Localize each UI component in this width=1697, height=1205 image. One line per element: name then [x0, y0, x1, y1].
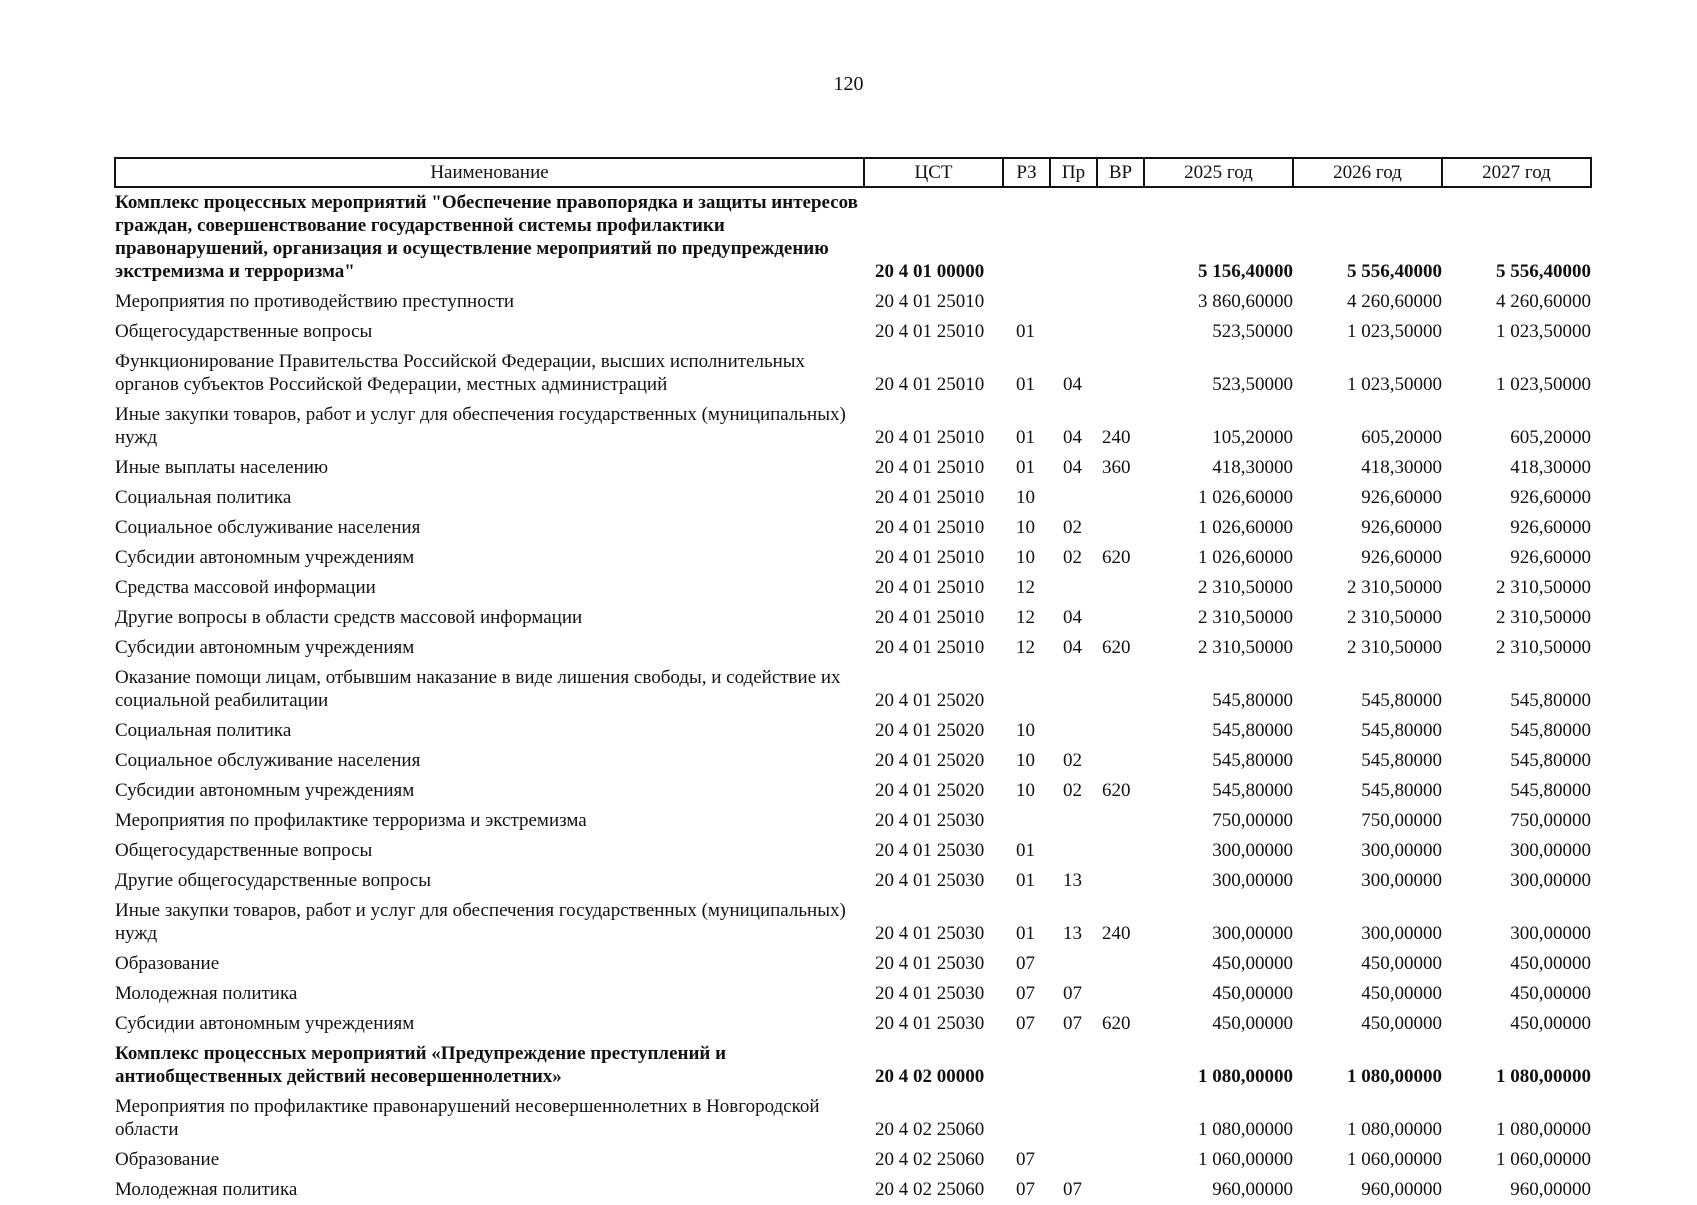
cell-pr: 04 [1063, 607, 1082, 628]
cell-vr: 620 [1102, 780, 1131, 801]
cell-2027: 1 060,00000 [1496, 1149, 1591, 1170]
cell-rz: 07 [1016, 983, 1035, 1004]
header-name: Наименование [115, 158, 864, 187]
cell-name: Общегосударственные вопросы [115, 840, 373, 861]
cell-2026: 4 260,60000 [1347, 291, 1442, 312]
cell-2025: 300,00000 [1212, 840, 1293, 861]
cell-name: Функционирование Правительства Российской Федерации, высших исполнительных органов субъектов Российской Федерации, местных администраций [115, 351, 806, 395]
table-row [115, 979, 1591, 1009]
cell-cst: 20 4 01 25010 [875, 577, 985, 598]
cell-2026: 450,00000 [1361, 983, 1442, 1004]
cell-vr [1097, 287, 1144, 317]
cell-2025: 105,20000 [1212, 427, 1293, 448]
cell-rz [1003, 663, 1050, 716]
cell-2027: 926,60000 [1510, 487, 1591, 508]
cell-vr [1097, 187, 1144, 287]
table-row [115, 866, 1591, 896]
table-row [115, 663, 1591, 716]
cell-vr: 620 [1102, 637, 1131, 658]
cell-rz [1003, 806, 1050, 836]
cell-cst: 20 4 01 25030 [875, 1013, 985, 1034]
header-row [115, 158, 1591, 187]
cell-2026: 1 080,00000 [1347, 1119, 1442, 1140]
cell-cst: 20 4 01 25010 [875, 427, 985, 448]
cell-pr [1050, 287, 1097, 317]
cell-cst: 20 4 02 00000 [875, 1066, 985, 1087]
cell-vr [1097, 483, 1144, 513]
table-row [115, 633, 1591, 663]
table-header [115, 158, 1591, 187]
cell-rz: 10 [1016, 750, 1035, 771]
cell-name: Комплекс процессных мероприятий "Обеспечение правопорядка и защиты интересов граждан, совершенствование государственной системы профилактики правонарушений, организация и осуществление мероприятий по предупреждению экстремизма и терроризма" [115, 192, 858, 282]
table-row [115, 746, 1591, 776]
cell-rz [1003, 1039, 1050, 1092]
cell-2025: 2 310,50000 [1198, 607, 1293, 628]
table-row [115, 483, 1591, 513]
cell-2027: 545,80000 [1510, 720, 1591, 741]
table-row [115, 836, 1591, 866]
cell-name: Социальное обслуживание населения [115, 517, 421, 538]
cell-2025: 523,50000 [1212, 321, 1293, 342]
cell-pr: 04 [1063, 457, 1082, 478]
table-row [115, 543, 1591, 573]
cell-2025: 450,00000 [1212, 953, 1293, 974]
cell-cst: 20 4 01 25010 [875, 637, 985, 658]
table-row [115, 896, 1591, 949]
cell-2027: 1 023,50000 [1496, 374, 1591, 395]
cell-vr [1097, 979, 1144, 1009]
cell-2026: 300,00000 [1361, 870, 1442, 891]
table-row [115, 776, 1591, 806]
cell-vr [1097, 603, 1144, 633]
cell-2026: 960,00000 [1361, 1179, 1442, 1200]
cell-2026: 926,60000 [1361, 517, 1442, 538]
cell-vr: 620 [1102, 1013, 1131, 1034]
cell-pr [1050, 836, 1097, 866]
cell-2025: 1 080,00000 [1198, 1119, 1293, 1140]
cell-cst: 20 4 01 25010 [875, 321, 985, 342]
cell-vr [1097, 1145, 1144, 1175]
cell-cst: 20 4 01 25010 [875, 374, 985, 395]
cell-2026: 2 310,50000 [1347, 637, 1442, 658]
table-body [115, 187, 1591, 1205]
table-row [115, 949, 1591, 979]
cell-name: Мероприятия по профилактике правонарушений несовершеннолетних в Новгородской области [115, 1096, 820, 1140]
cell-vr [1097, 347, 1144, 400]
cell-rz [1003, 1092, 1050, 1145]
cell-2027: 300,00000 [1510, 923, 1591, 944]
cell-rz: 07 [1016, 953, 1035, 974]
cell-vr [1097, 317, 1144, 347]
cell-2025: 2 310,50000 [1198, 637, 1293, 658]
cell-cst: 20 4 01 25020 [875, 750, 985, 771]
cell-vr [1097, 806, 1144, 836]
cell-pr [1050, 1145, 1097, 1175]
cell-vr [1097, 866, 1144, 896]
cell-pr: 02 [1063, 750, 1082, 771]
cell-pr: 13 [1063, 923, 1082, 944]
cell-2025: 1 026,60000 [1198, 517, 1293, 538]
cell-name: Общегосударственные вопросы [115, 321, 373, 342]
cell-2026: 545,80000 [1361, 690, 1442, 711]
cell-pr: 07 [1063, 983, 1082, 1004]
cell-2026: 450,00000 [1361, 1013, 1442, 1034]
cell-2027: 4 260,60000 [1496, 291, 1591, 312]
cell-cst: 20 4 01 25010 [875, 457, 985, 478]
cell-name: Субсидии автономным учреждениям [115, 637, 415, 658]
cell-2026: 545,80000 [1361, 780, 1442, 801]
cell-vr [1097, 746, 1144, 776]
cell-name: Мероприятия по противодействию преступности [115, 291, 515, 312]
cell-rz: 07 [1016, 1013, 1035, 1034]
cell-2025: 1 080,00000 [1198, 1066, 1293, 1087]
cell-pr: 07 [1063, 1013, 1082, 1034]
cell-vr: 240 [1102, 923, 1131, 944]
cell-name: Другие вопросы в области средств массовой информации [115, 607, 583, 628]
cell-cst: 20 4 01 25020 [875, 690, 985, 711]
cell-rz: 10 [1016, 487, 1035, 508]
cell-2027: 2 310,50000 [1496, 607, 1591, 628]
cell-2027: 5 556,40000 [1496, 261, 1591, 282]
cell-name: Молодежная политика [115, 1179, 298, 1200]
cell-2025: 545,80000 [1212, 780, 1293, 801]
cell-rz: 10 [1016, 780, 1035, 801]
cell-name: Молодежная политика [115, 983, 298, 1004]
page-number: 120 [833, 73, 864, 95]
budget-table [114, 157, 1592, 1205]
header-2026: 2026 год [1293, 158, 1442, 187]
cell-name: Социальная политика [115, 487, 292, 508]
cell-pr [1050, 663, 1097, 716]
cell-2026: 1 023,50000 [1347, 321, 1442, 342]
cell-name: Комплекс процессных мероприятий «Предупреждение преступлений и антиобщественных действий несовершеннолетних» [115, 1043, 727, 1087]
cell-2025: 1 060,00000 [1198, 1149, 1293, 1170]
cell-2025: 1 026,60000 [1198, 487, 1293, 508]
cell-2025: 450,00000 [1212, 983, 1293, 1004]
cell-2025: 300,00000 [1212, 870, 1293, 891]
cell-name: Образование [115, 1149, 220, 1170]
cell-name: Социальная политика [115, 720, 292, 741]
cell-2027: 545,80000 [1510, 780, 1591, 801]
cell-2027: 300,00000 [1510, 870, 1591, 891]
cell-pr [1050, 806, 1097, 836]
cell-pr [1050, 716, 1097, 746]
table-row [115, 400, 1591, 453]
header-vr: ВР [1097, 158, 1144, 187]
cell-vr [1097, 949, 1144, 979]
cell-2026: 545,80000 [1361, 750, 1442, 771]
cell-rz: 12 [1016, 607, 1035, 628]
cell-pr [1050, 483, 1097, 513]
cell-rz: 12 [1016, 577, 1035, 598]
table-row [115, 287, 1591, 317]
cell-vr: 240 [1102, 427, 1131, 448]
cell-cst: 20 4 02 25060 [875, 1179, 985, 1200]
cell-2027: 545,80000 [1510, 690, 1591, 711]
cell-pr [1050, 949, 1097, 979]
cell-pr: 13 [1063, 870, 1082, 891]
cell-vr [1097, 1175, 1144, 1205]
cell-name: Мероприятия по профилактике терроризма и экстремизма [115, 810, 587, 831]
cell-pr [1050, 573, 1097, 603]
cell-pr: 02 [1063, 780, 1082, 801]
cell-vr: 360 [1102, 457, 1131, 478]
cell-name: Средства массовой информации [115, 577, 376, 598]
table-row [115, 317, 1591, 347]
cell-cst: 20 4 01 00000 [875, 261, 985, 282]
cell-rz: 12 [1016, 637, 1035, 658]
cell-name: Социальное обслуживание населения [115, 750, 421, 771]
cell-vr [1097, 573, 1144, 603]
cell-rz: 01 [1016, 427, 1035, 448]
table-row [115, 806, 1591, 836]
header-rz: РЗ [1003, 158, 1050, 187]
table-row [115, 603, 1591, 633]
table-row [115, 1092, 1591, 1145]
cell-name: Оказание помощи лицам, отбывшим наказание в виде лишения свободы, и содействие их социальной реабилитации [115, 667, 841, 711]
cell-rz [1003, 187, 1050, 287]
cell-2027: 960,00000 [1510, 1179, 1591, 1200]
table-row [115, 1039, 1591, 1092]
cell-2027: 2 310,50000 [1496, 637, 1591, 658]
cell-cst: 20 4 01 25030 [875, 810, 985, 831]
cell-name: Субсидии автономным учреждениям [115, 1013, 415, 1034]
cell-cst: 20 4 01 25030 [875, 840, 985, 861]
cell-2025: 523,50000 [1212, 374, 1293, 395]
cell-2027: 450,00000 [1510, 983, 1591, 1004]
cell-cst: 20 4 01 25030 [875, 953, 985, 974]
cell-cst: 20 4 01 25010 [875, 547, 985, 568]
cell-2027: 926,60000 [1510, 547, 1591, 568]
cell-2026: 926,60000 [1361, 547, 1442, 568]
cell-2026: 1 023,50000 [1347, 374, 1442, 395]
cell-2025: 300,00000 [1212, 923, 1293, 944]
cell-pr: 04 [1063, 637, 1082, 658]
table-row [115, 347, 1591, 400]
cell-vr [1097, 1092, 1144, 1145]
cell-2025: 2 310,50000 [1198, 577, 1293, 598]
cell-cst: 20 4 01 25010 [875, 291, 985, 312]
header-pr: Пр [1050, 158, 1097, 187]
cell-pr: 04 [1063, 427, 1082, 448]
table-row [115, 1145, 1591, 1175]
cell-2027: 2 310,50000 [1496, 577, 1591, 598]
cell-2026: 2 310,50000 [1347, 577, 1442, 598]
cell-pr: 04 [1063, 374, 1082, 395]
cell-name: Другие общегосударственные вопросы [115, 870, 431, 891]
table-row [115, 513, 1591, 543]
cell-2026: 926,60000 [1361, 487, 1442, 508]
header-2025: 2025 год [1144, 158, 1293, 187]
cell-2027: 450,00000 [1510, 953, 1591, 974]
cell-2027: 300,00000 [1510, 840, 1591, 861]
cell-rz: 01 [1016, 321, 1035, 342]
cell-vr [1097, 1039, 1144, 1092]
cell-cst: 20 4 02 25060 [875, 1149, 985, 1170]
cell-2027: 418,30000 [1510, 457, 1591, 478]
cell-2026: 605,20000 [1361, 427, 1442, 448]
cell-vr [1097, 513, 1144, 543]
cell-name: Субсидии автономным учреждениям [115, 547, 415, 568]
cell-rz: 01 [1016, 870, 1035, 891]
cell-cst: 20 4 01 25010 [875, 607, 985, 628]
cell-2025: 418,30000 [1212, 457, 1293, 478]
cell-2026: 450,00000 [1361, 953, 1442, 974]
cell-cst: 20 4 01 25010 [875, 487, 985, 508]
cell-2025: 545,80000 [1212, 690, 1293, 711]
cell-2025: 3 860,60000 [1198, 291, 1293, 312]
cell-pr [1050, 1092, 1097, 1145]
cell-pr: 02 [1063, 547, 1082, 568]
cell-rz [1003, 287, 1050, 317]
cell-rz: 01 [1016, 840, 1035, 861]
cell-2026: 1 060,00000 [1347, 1149, 1442, 1170]
cell-2027: 926,60000 [1510, 517, 1591, 538]
cell-rz: 01 [1016, 923, 1035, 944]
cell-2027: 1 080,00000 [1496, 1119, 1591, 1140]
cell-2026: 418,30000 [1361, 457, 1442, 478]
cell-name: Образование [115, 953, 220, 974]
header-2027: 2027 год [1442, 158, 1591, 187]
table-row [115, 573, 1591, 603]
cell-rz: 10 [1016, 547, 1035, 568]
cell-rz: 10 [1016, 720, 1035, 741]
cell-pr [1050, 187, 1097, 287]
cell-2026: 1 080,00000 [1347, 1066, 1442, 1087]
cell-cst: 20 4 01 25020 [875, 720, 985, 741]
table-row [115, 716, 1591, 746]
cell-pr [1050, 317, 1097, 347]
cell-2027: 750,00000 [1510, 810, 1591, 831]
cell-2025: 545,80000 [1212, 720, 1293, 741]
cell-2027: 450,00000 [1510, 1013, 1591, 1034]
cell-rz: 10 [1016, 517, 1035, 538]
cell-cst: 20 4 01 25020 [875, 780, 985, 801]
table-row [115, 187, 1591, 287]
cell-cst: 20 4 01 25030 [875, 983, 985, 1004]
cell-cst: 20 4 01 25010 [875, 517, 985, 538]
cell-rz: 07 [1016, 1179, 1035, 1200]
cell-2026: 5 556,40000 [1347, 261, 1442, 282]
cell-2025: 450,00000 [1212, 1013, 1293, 1034]
cell-2025: 750,00000 [1212, 810, 1293, 831]
cell-2026: 750,00000 [1361, 810, 1442, 831]
cell-cst: 20 4 02 25060 [875, 1119, 985, 1140]
cell-vr [1097, 716, 1144, 746]
cell-pr: 02 [1063, 517, 1082, 538]
cell-name: Субсидии автономным учреждениям [115, 780, 415, 801]
cell-2025: 1 026,60000 [1198, 547, 1293, 568]
cell-2027: 545,80000 [1510, 750, 1591, 771]
cell-name: Иные закупки товаров, работ и услуг для обеспечения государственных (муниципальных) нужд [115, 900, 846, 944]
cell-2025: 545,80000 [1212, 750, 1293, 771]
cell-2025: 960,00000 [1212, 1179, 1293, 1200]
cell-rz: 01 [1016, 374, 1035, 395]
cell-vr: 620 [1102, 547, 1131, 568]
cell-2027: 1 080,00000 [1496, 1066, 1591, 1087]
header-cst: ЦСТ [864, 158, 1003, 187]
cell-cst: 20 4 01 25030 [875, 923, 985, 944]
table-row [115, 1009, 1591, 1039]
cell-2025: 5 156,40000 [1198, 261, 1293, 282]
cell-name: Иные выплаты населению [115, 457, 329, 478]
cell-vr [1097, 836, 1144, 866]
table-row [115, 1175, 1591, 1205]
cell-pr: 07 [1063, 1179, 1082, 1200]
cell-rz: 01 [1016, 457, 1035, 478]
cell-vr [1097, 663, 1144, 716]
cell-2026: 300,00000 [1361, 923, 1442, 944]
cell-rz: 07 [1016, 1149, 1035, 1170]
cell-2026: 545,80000 [1361, 720, 1442, 741]
cell-2027: 605,20000 [1510, 427, 1591, 448]
cell-2027: 1 023,50000 [1496, 321, 1591, 342]
cell-cst: 20 4 01 25030 [875, 870, 985, 891]
cell-pr [1050, 1039, 1097, 1092]
table-row [115, 453, 1591, 483]
cell-name: Иные закупки товаров, работ и услуг для обеспечения государственных (муниципальных) нужд [115, 404, 846, 448]
cell-2026: 300,00000 [1361, 840, 1442, 861]
cell-2026: 2 310,50000 [1347, 607, 1442, 628]
